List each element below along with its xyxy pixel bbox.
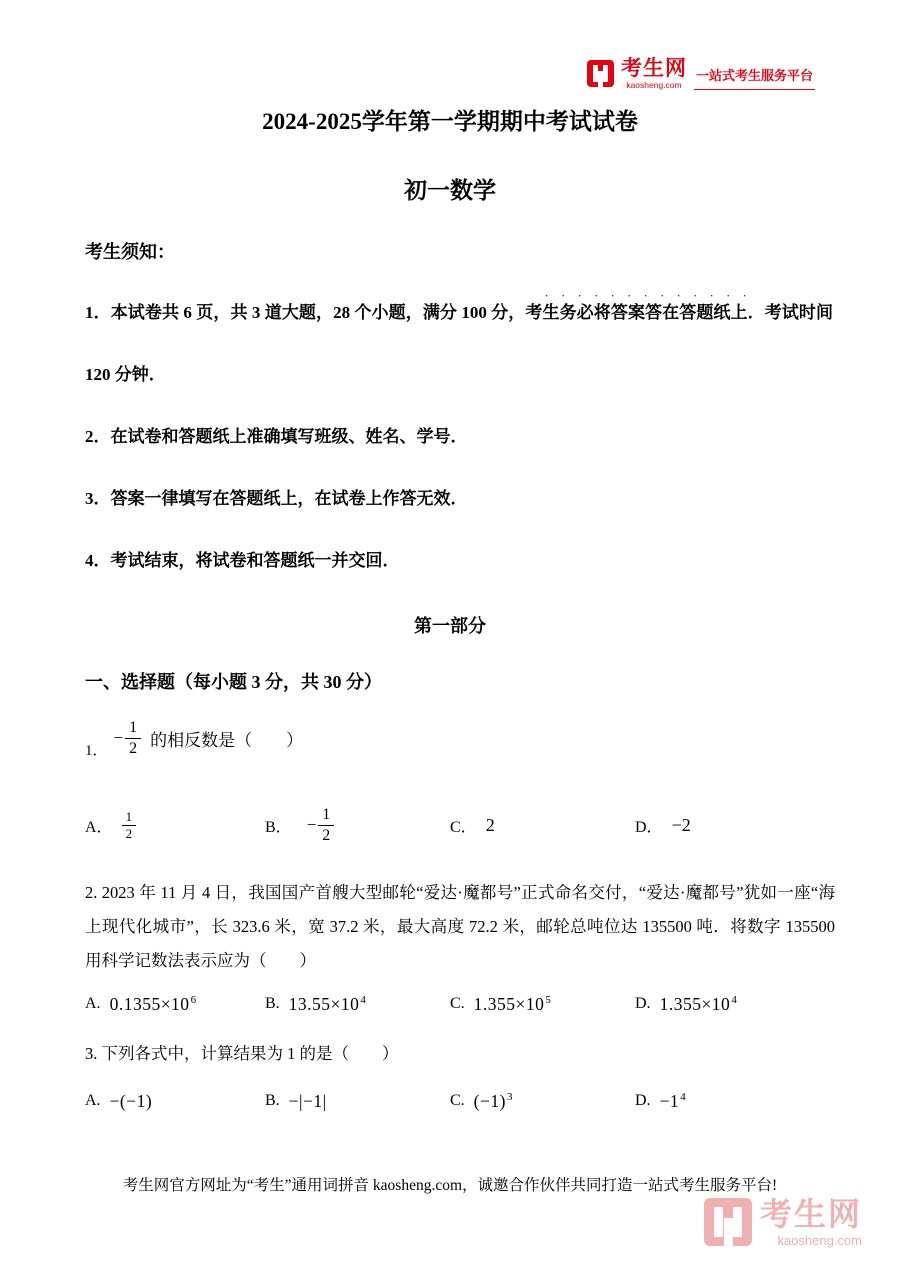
- option-value: 2: [485, 814, 495, 835]
- option-label: A．: [85, 818, 113, 836]
- fraction: [125, 718, 141, 757]
- kaosheng-watermark: [704, 1198, 862, 1247]
- exponent: 3: [506, 1090, 513, 1103]
- option-d: [635, 994, 835, 1015]
- logo-name: 考生网: [620, 56, 687, 80]
- kaosheng-logo-icon: [587, 60, 614, 87]
- mantissa: 13.55×10: [288, 993, 360, 1014]
- question-2-stem: 2. 2023 年 11 月 4 日，我国国产首艘大型邮轮“爱达·魔都号”正式命名交付，“爱达·魔都号”犹如一座“海上现代化城市”，长 323.6 米，宽 37.2 米，最大高度 72.2 米，邮轮总吨位达 135500 吨．将数字 135500 用科学记数法表示应为（ ）: [85, 883, 835, 970]
- exponent: 4: [680, 1090, 687, 1103]
- kaosheng-logo: [587, 58, 815, 90]
- option-value: −(−1): [109, 1090, 153, 1111]
- notice-item: 3．答案一律填写在答题纸上，在试卷上作答无效．: [85, 489, 468, 508]
- option-b: [265, 1091, 450, 1112]
- watermark-domain: kaosheng.com: [777, 1233, 862, 1248]
- numerator: 1: [125, 718, 141, 738]
- option-value: [660, 1091, 687, 1112]
- watermark-text-group: [760, 1198, 862, 1247]
- footer-text: 考生网官方网址为“考生”通用词拼音 kaosheng.com，诚邀合作伙伴共同打造一站式考生服务平台!: [122, 1177, 778, 1194]
- logo-text-group: [621, 58, 687, 90]
- notice-items: [85, 282, 833, 592]
- math-fraction: [307, 805, 335, 844]
- question-3-options: [85, 1082, 835, 1120]
- question-3-stem: 3. 下列各式中，计算结果为 1 的是（ ）: [85, 1044, 399, 1063]
- option-label: C.: [450, 1092, 465, 1109]
- option-label: A.: [85, 995, 101, 1012]
- option-label: B.: [265, 995, 280, 1012]
- notice-heading: 考生须知：: [85, 242, 175, 262]
- fraction: [122, 809, 137, 841]
- mantissa: 1.355×10: [473, 993, 545, 1014]
- option-d: [635, 814, 835, 837]
- minus-sign: −: [113, 728, 124, 747]
- question-1-options: [85, 798, 835, 852]
- option-c: [450, 994, 635, 1015]
- kaosheng-watermark-icon: [704, 1198, 752, 1246]
- exponent: 4: [731, 993, 738, 1006]
- logo-domain: kaosheng.com: [626, 80, 682, 90]
- question-1-stem: [85, 712, 303, 764]
- notice-item: 2．在试卷和答题纸上准确填写班级、姓名、学号．: [85, 427, 468, 446]
- option-a: [85, 994, 265, 1015]
- exam-title: 2024-2025学年第一学期期中考试试卷: [262, 109, 638, 134]
- option-label: B.: [265, 1092, 280, 1109]
- option-label: B．: [265, 818, 292, 836]
- option-label: C．: [450, 818, 477, 836]
- option-b: [265, 994, 450, 1015]
- exam-subject: 初一数学: [404, 178, 496, 203]
- option-a: [85, 1091, 265, 1112]
- section-heading: 一、选择题（每小题 3 分，共 30 分）: [85, 672, 382, 692]
- option-label: D.: [635, 1092, 651, 1109]
- exponent: 4: [360, 993, 367, 1006]
- option-d: [635, 1091, 835, 1112]
- exponent: 5: [545, 993, 552, 1006]
- option-value: [289, 994, 367, 1015]
- denominator: 2: [125, 825, 133, 841]
- option-value: [660, 994, 738, 1015]
- fraction: [318, 805, 334, 844]
- option-a: [85, 809, 265, 841]
- option-label: D．: [635, 818, 663, 836]
- option-c: [450, 1091, 635, 1112]
- option-b: [265, 805, 450, 844]
- notice-item: 4．考试结束，将试卷和答题纸一并交回．: [85, 551, 400, 570]
- dotted-separator: ． ． ． ． ． ． ． ． ． ． ． ． ．: [545, 287, 754, 299]
- minus-sign: −: [306, 815, 317, 834]
- option-value: [474, 1091, 513, 1112]
- mantissa: 1.355×10: [659, 993, 731, 1014]
- option-value: −2: [671, 814, 691, 835]
- exponent: 6: [190, 993, 197, 1006]
- watermark-name: 考生网: [759, 1196, 862, 1232]
- option-label: C.: [450, 995, 465, 1012]
- notice-item: 1．本试卷共 6 页，共 3 道大题，28 个小题，满分 100 分，考生务必将答案答在答题纸上．考试时间 120 分钟．: [85, 303, 833, 384]
- option-label: A.: [85, 1092, 101, 1109]
- question-2-options: [85, 985, 835, 1023]
- option-c: [450, 814, 635, 837]
- base: −1: [659, 1090, 680, 1111]
- mantissa: 0.1355×10: [109, 993, 190, 1014]
- stem-text: 的相反数是（ ）: [150, 730, 304, 750]
- option-value: [110, 994, 197, 1015]
- denominator: 2: [129, 739, 138, 757]
- numerator: 1: [122, 809, 137, 826]
- base: (−1): [473, 1090, 506, 1111]
- question-number: 1．: [85, 743, 108, 759]
- option-value: −|−1|: [288, 1090, 327, 1111]
- part-heading: 第一部分: [414, 616, 486, 636]
- option-value: [474, 994, 552, 1015]
- logo-tagline: 一站式考生服务平台: [694, 65, 815, 90]
- numerator: 1: [318, 805, 334, 825]
- denominator: 2: [322, 826, 331, 844]
- math-fraction: [114, 718, 142, 757]
- option-label: D.: [635, 995, 651, 1012]
